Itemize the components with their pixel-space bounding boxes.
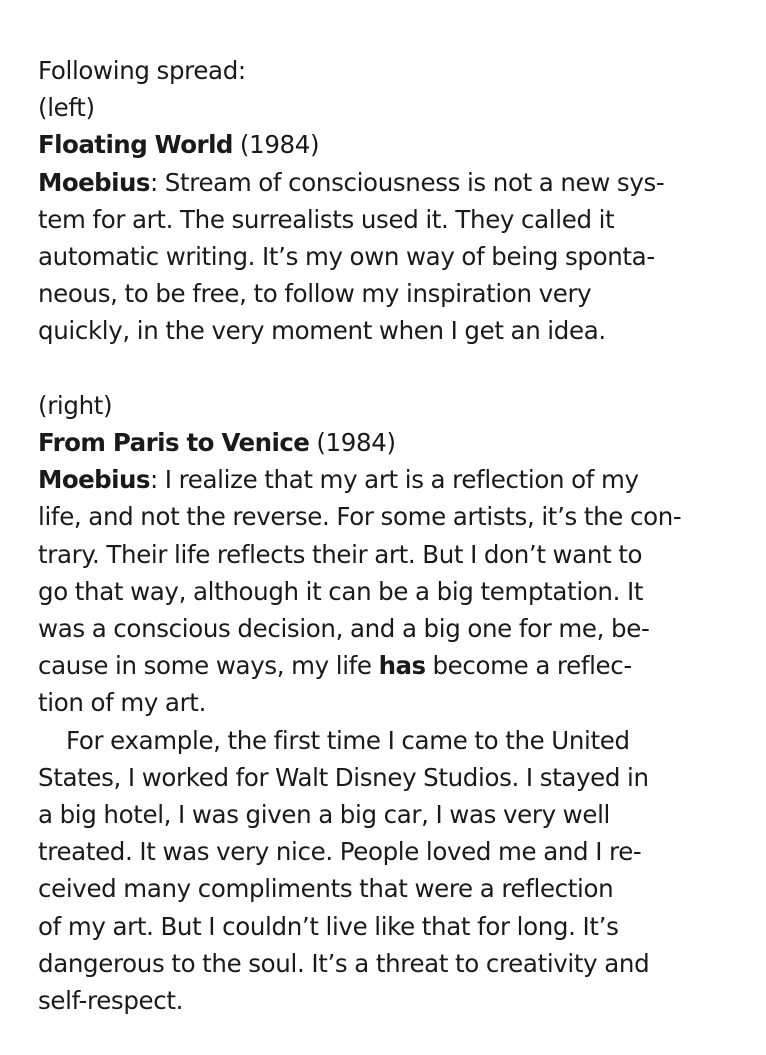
paragraph2-line-3: a big hotel, I was given a big car, I was very well <box>38 800 610 830</box>
emphasis-word: has <box>378 651 426 681</box>
right-speaker-name: Moebius <box>38 465 150 495</box>
right-speaker-colon: : <box>149 465 158 495</box>
right-position-label: (right) <box>38 390 113 420</box>
section-spacer <box>38 350 738 387</box>
intro-heading: Following spread: <box>38 56 246 85</box>
caption-text-block <box>38 52 738 1019</box>
left-position-label: (left) <box>38 93 95 123</box>
left-artwork-year: (1984) <box>239 130 320 160</box>
left-quote-line-1 <box>38 164 738 201</box>
right-quote-line-1 <box>38 461 738 498</box>
paragraph2-line-7: dangerous to the soul. It’s a threat to creativity and <box>38 948 650 978</box>
left-speaker-colon: : <box>149 167 158 197</box>
left-quote-text: Stream of consciousness is not a new sys- <box>157 167 665 197</box>
left-artwork-title-line <box>38 126 738 163</box>
left-artwork-title: Floating World <box>38 130 233 160</box>
left-speaker-name: Moebius <box>38 167 150 197</box>
left-quote-line-5: quickly, in the very moment when I get an idea. <box>38 316 606 346</box>
right-quote-line-7: tion of my art. <box>38 688 207 718</box>
left-quote-line-2: tem for art. The surrealists used it. They called it <box>38 204 615 234</box>
right-quote-line-4: go that way, although it can be a big temptation. It <box>38 576 644 606</box>
paragraph2-line-2: States, I worked for Walt Disney Studios. I stayed in <box>38 762 649 792</box>
paragraph2-line-1: For example, the first time I came to the United <box>66 725 630 755</box>
left-quote-line-4: neous, to be free, to follow my inspiration very <box>38 279 592 309</box>
right-artwork-title: From Paris to Venice <box>38 428 310 458</box>
right-quote-line-5: was a conscious decision, and a big one for me, be- <box>38 614 650 644</box>
right-quote-text: I realize that my art is a reflection of my <box>157 465 639 495</box>
emphasis-before: cause in some ways, my life <box>38 651 379 681</box>
paragraph2-line-5: ceived many compliments that were a reflection <box>38 874 614 904</box>
left-quote-line-3: automatic writing. It’s my own way of being sponta- <box>38 242 655 272</box>
right-quote-line-3: trary. Their life reflects their art. But I don’t want to <box>38 539 643 569</box>
right-quote-line-6 <box>38 647 738 684</box>
right-artwork-year: (1984) <box>316 428 396 458</box>
right-quote-line-2: life, and not the reverse. For some artists, it’s the con- <box>38 502 682 532</box>
paragraph2-line-8: self-respect. <box>38 986 184 1016</box>
paragraph2-line-4: treated. It was very nice. People loved me and I re- <box>38 837 642 867</box>
paragraph2-line-6: of my art. But I couldn’t live like that for long. It’s <box>38 911 619 941</box>
emphasis-after: become a reflec- <box>425 651 632 681</box>
right-artwork-title-line <box>38 424 738 461</box>
